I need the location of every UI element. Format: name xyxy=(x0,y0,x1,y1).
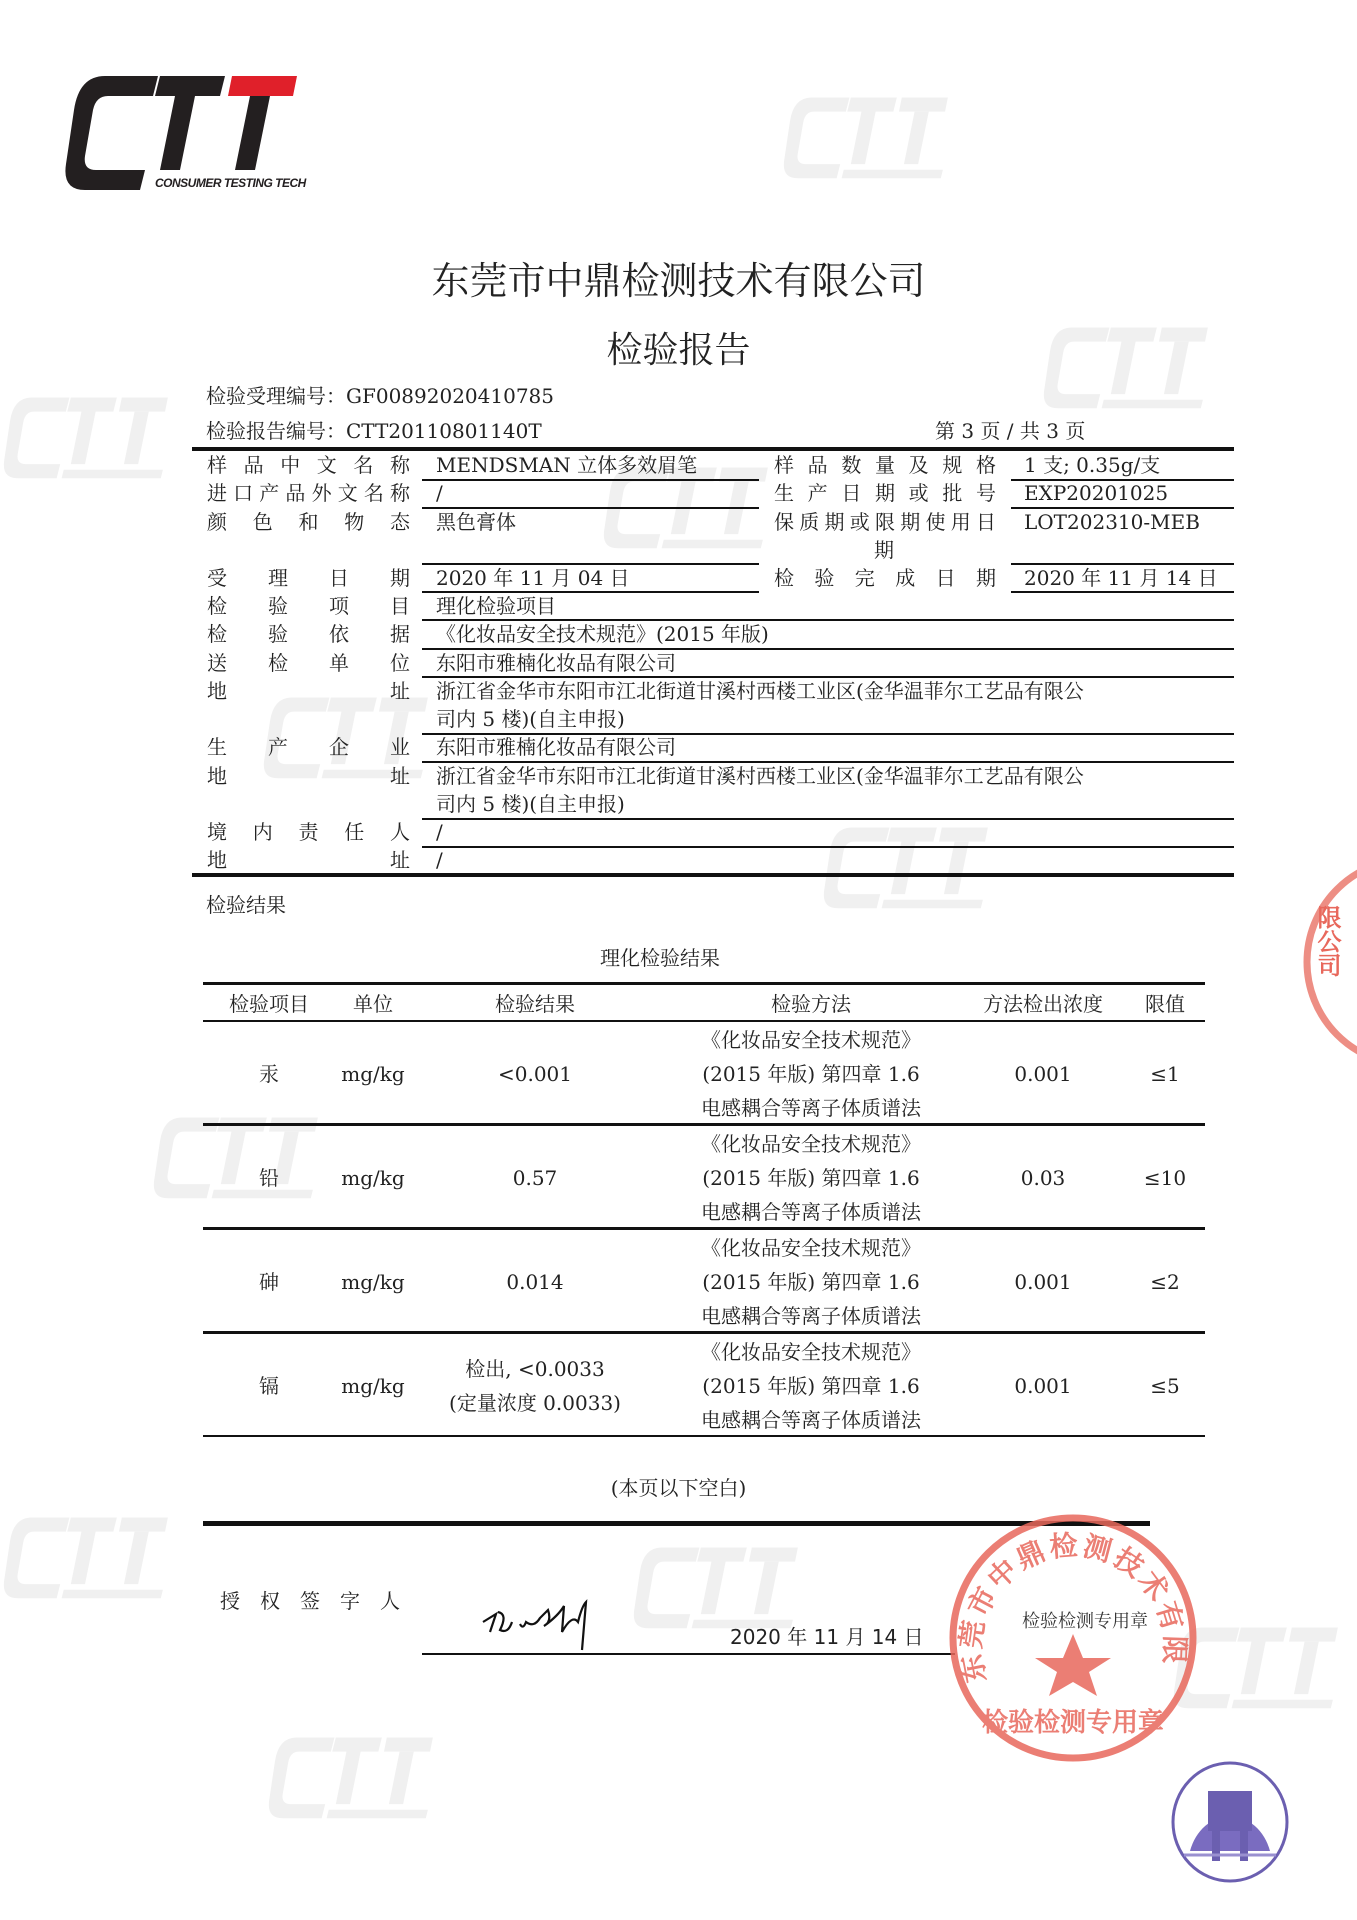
watermark-logo xyxy=(780,95,950,185)
certification-emblem xyxy=(1170,1761,1290,1883)
value-client-address-cont: 司内 5 楼)(自主申报) xyxy=(436,707,625,731)
underline xyxy=(422,479,759,481)
cell-result: 0.014 xyxy=(506,1270,564,1294)
label-shelf-life: 保质期或限期使用日 xyxy=(774,510,996,534)
cell-item: 汞 xyxy=(259,1062,279,1086)
cell-unit: mg/kg xyxy=(341,1062,405,1086)
label-test-basis: 检验依据 xyxy=(207,622,410,646)
document-title: 检验报告 xyxy=(606,330,751,371)
value-test-basis: 《化妆品安全技术规范》(2015 年版) xyxy=(436,622,769,646)
label-domestic-responsible: 境内责任人 xyxy=(207,820,410,844)
seal-bottom-text: 检验检测专用章 xyxy=(981,1708,1164,1738)
signature-underline xyxy=(422,1653,955,1655)
cell-method-line: 《化妆品安全技术规范》 xyxy=(701,1236,921,1260)
label-quantity-spec: 样品数量及规格 xyxy=(774,453,996,477)
header-col-result: 检验结果 xyxy=(495,992,575,1016)
cell-limit: ≤2 xyxy=(1150,1270,1180,1294)
value-shelf-life: LOT202310-MEB xyxy=(1024,510,1200,534)
value-accept-date: 2020 年 11 月 04 日 xyxy=(436,566,630,590)
cell-lod: 0.001 xyxy=(1014,1062,1072,1086)
sign-date: 2020 年 11 月 14 日 xyxy=(730,1625,924,1649)
label-production-batch: 生产日期或批号 xyxy=(774,481,996,505)
label-manufacturer-address: 地址 xyxy=(207,764,410,788)
label-test-item: 检验项目 xyxy=(207,594,410,618)
value-import-name: / xyxy=(436,481,443,505)
watermark-logo xyxy=(265,1735,435,1825)
cell-method-line: 电感耦合等离子体质谱法 xyxy=(701,1200,921,1224)
cell-unit: mg/kg xyxy=(341,1166,405,1190)
cell-lod: 0.001 xyxy=(1014,1270,1072,1294)
cell-item: 砷 xyxy=(259,1270,279,1294)
header-col-limit: 限值 xyxy=(1145,992,1185,1016)
cell-method-line: 《化妆品安全技术规范》 xyxy=(701,1132,921,1156)
value-production-batch: EXP20201025 xyxy=(1024,481,1169,505)
cell-limit: ≤1 xyxy=(1150,1062,1180,1086)
value-sample-name: MENDSMAN 立体多效眉笔 xyxy=(436,453,698,477)
value-manufacturer: 东阳市雅楠化妆品有限公司 xyxy=(436,735,676,759)
cell-method-line: 电感耦合等离子体质谱法 xyxy=(701,1408,921,1432)
underline xyxy=(422,846,1234,848)
cell-result-note: (定量浓度 0.0033) xyxy=(449,1391,621,1415)
label-color-state: 颜色和物态 xyxy=(207,510,410,534)
value-manufacturer-address: 浙江省金华市东阳市江北街道甘溪村西楼工业区(金华温菲尔工艺品有限公 xyxy=(436,764,1084,788)
page-indicator: 第 3 页 / 共 3 页 xyxy=(935,419,1086,443)
divider xyxy=(192,873,1234,877)
label-client-address: 地址 xyxy=(207,679,410,703)
table-header-border xyxy=(203,1020,1205,1022)
acceptance-number: 检验受理编号：GF00892020410785 xyxy=(206,384,554,408)
cell-method-line: (2015 年版) 第四章 1.6 xyxy=(702,1166,920,1190)
cell-method-line: (2015 年版) 第四章 1.6 xyxy=(702,1062,920,1086)
watermark-logo xyxy=(820,825,990,915)
table-top-border xyxy=(203,982,1205,985)
value-finish-date: 2020 年 11 月 14 日 xyxy=(1024,566,1218,590)
cell-item: 镉 xyxy=(259,1374,279,1398)
cell-method-line: (2015 年版) 第四章 1.6 xyxy=(702,1270,920,1294)
logo-tagline: CONSUMER TESTING TECH xyxy=(155,176,306,190)
seal-overlay-text: 检验检测专用章 xyxy=(1022,1611,1148,1632)
cell-method-line: 《化妆品安全技术规范》 xyxy=(701,1340,921,1364)
side-seal-text: 限公司 xyxy=(1313,905,1342,977)
side-seal xyxy=(1300,855,1357,1069)
blank-note: (本页以下空白) xyxy=(610,1476,747,1500)
cell-limit: ≤10 xyxy=(1143,1166,1187,1190)
label-import-name: 进口产品外文名称 xyxy=(207,481,410,505)
cell-result: 0.57 xyxy=(512,1166,558,1190)
value-quantity-spec: 1 支; 0.35g/支 xyxy=(1024,453,1161,477)
value-manufacturer-address-cont: 司内 5 楼)(自主申报) xyxy=(436,792,625,816)
ctt-logo xyxy=(60,74,306,198)
signature xyxy=(478,1592,608,1656)
cell-unit: mg/kg xyxy=(341,1374,405,1398)
table-title: 理化检验结果 xyxy=(600,946,720,970)
label-client: 送检单位 xyxy=(207,651,410,675)
row-border xyxy=(203,1435,1205,1437)
underline xyxy=(422,818,1234,820)
value-client: 东阳市雅楠化妆品有限公司 xyxy=(436,651,676,675)
value-color-state: 黑色膏体 xyxy=(436,510,516,534)
label-finish-date: 检验完成日期 xyxy=(774,566,996,590)
cell-unit: mg/kg xyxy=(341,1270,405,1294)
svg-text:东莞市中鼎检测技术有限公司: 东莞市中鼎检测技术有限 xyxy=(953,1528,1192,1686)
cell-item: 铅 xyxy=(259,1166,279,1190)
watermark-logo xyxy=(150,1115,320,1205)
cell-result: 检出, <0.0033 xyxy=(465,1357,605,1381)
label-domestic-address: 地址 xyxy=(207,848,410,872)
cell-method-line: 《化妆品安全技术规范》 xyxy=(701,1028,921,1052)
cell-lod: 0.001 xyxy=(1014,1374,1072,1398)
header-col-unit: 单位 xyxy=(353,992,393,1016)
row-border xyxy=(203,1123,1205,1126)
label-manufacturer: 生产企业 xyxy=(207,735,410,759)
header-col-lod: 方法检出浓度 xyxy=(983,992,1103,1016)
cell-lod: 0.03 xyxy=(1020,1166,1066,1190)
label-sample-name: 样品中文名称 xyxy=(207,453,410,477)
cell-result: <0.001 xyxy=(497,1062,573,1086)
company-name: 东莞市中鼎检测技术有限公司 xyxy=(431,259,926,303)
signatory-label: 授权签字人 xyxy=(220,1589,420,1613)
watermark-logo xyxy=(0,1515,170,1605)
report-number: 检验报告编号：CTT20110801140T xyxy=(206,419,542,443)
value-client-address: 浙江省金华市东阳市江北街道甘溪村西楼工业区(金华温菲尔工艺品有限公 xyxy=(436,679,1084,703)
results-heading: 检验结果 xyxy=(206,893,286,917)
value-domestic-responsible: / xyxy=(436,820,443,844)
official-seal xyxy=(945,1510,1201,1766)
value-test-item: 理化检验项目 xyxy=(436,594,556,618)
cell-method-line: (2015 年版) 第四章 1.6 xyxy=(702,1374,920,1398)
label-accept-date: 受理日期 xyxy=(207,566,410,590)
row-border xyxy=(203,1331,1205,1334)
row-border xyxy=(203,1227,1205,1230)
cell-method-line: 电感耦合等离子体质谱法 xyxy=(701,1304,921,1328)
underline xyxy=(1011,591,1234,593)
cell-limit: ≤5 xyxy=(1150,1374,1180,1398)
watermark-logo xyxy=(0,395,170,485)
cell-method-line: 电感耦合等离子体质谱法 xyxy=(701,1096,921,1120)
label-shelf-life-cont: 期 xyxy=(874,538,894,562)
value-domestic-address: / xyxy=(436,848,443,872)
watermark-logo xyxy=(630,1545,800,1635)
header-col-item: 检验项目 xyxy=(229,992,309,1016)
header-col-method: 检验方法 xyxy=(771,992,851,1016)
